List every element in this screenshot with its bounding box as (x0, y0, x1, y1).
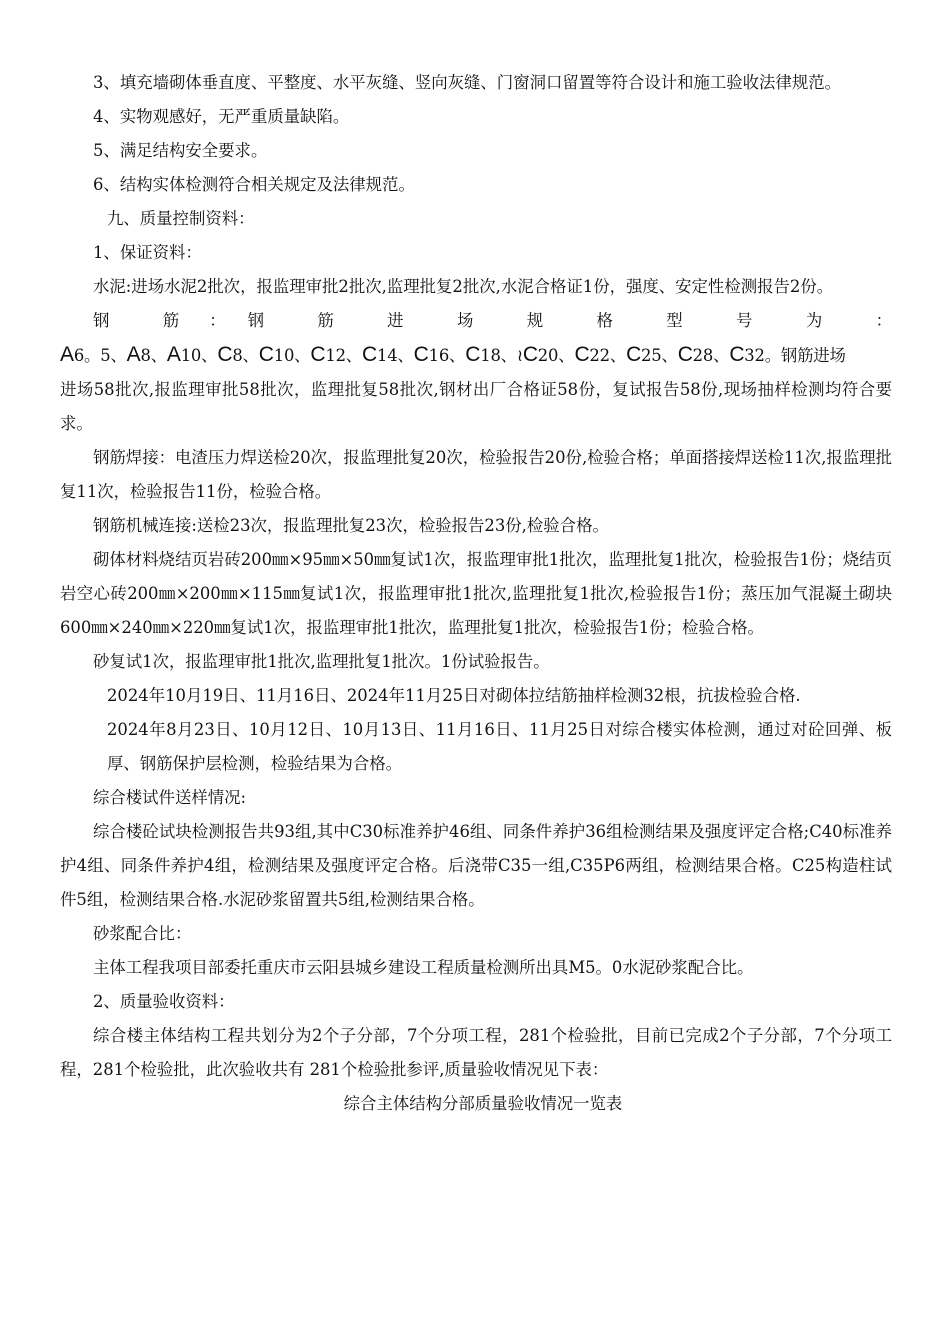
rebar-grade-symbol: C (626, 343, 642, 366)
rebar-grade-symbol: C (729, 343, 745, 366)
rebar-diameter: 10、 (273, 346, 311, 365)
paragraph-masonry-materials: 砌体材料烧结页岩砖200㎜×95㎜×50㎜复试1次，报监理审批1批次，监理批复1批次，检验报告1份；烧结页岩空心砖200㎜×200㎜×115㎜复试1次，报监理审批1批次,监理批复1批次,检验报告1份；蒸压加气混凝土砌块600㎜×240㎜×220㎜复试1次，报监理审批1批次，监理批复1批次，检验报告1份；检验合格。 (60, 550, 892, 637)
rebar-grade-symbol: A (126, 343, 141, 366)
rebar-diameter: 6。5、 (73, 346, 127, 365)
paragraph-appearance: 4、实物观感好，无严重质量缺陷。 (93, 107, 350, 126)
rebar-grade-symbol: A (60, 343, 74, 366)
rebar-grade-symbol: C (677, 343, 693, 366)
paragraph-rebar-mechanical: 钢筋机械连接:送检23次，报监理批复23次，检验报告23份,检验合格。 (93, 516, 609, 535)
rebar-diameter: 8、 (232, 346, 259, 365)
section-heading-quality-control: 九、质量控制资料： (107, 209, 255, 228)
paragraph-tie-bar-test: 2024年10月19日、11月16日、2024年11月25日对砌体拉结筋抽样检测32根，抗拔检验合格. (107, 686, 801, 705)
subsection-heading-acceptance: 2、质量验收资料： (93, 992, 235, 1011)
rebar-diameter: 18、≀ (480, 346, 523, 365)
paragraph-infill-wall: 3、填充墙砌体垂直度、平整度、水平灰缝、竖向灰缝、门窗洞口留置等符合设计和施工验收法律规范。 (93, 73, 842, 92)
paragraph-acceptance-summary: 综合楼主体结构工程共划分为2个子分部，7个分项工程，281个检验批，目前已完成2个子分部，7个分项工程，281个检验批，此次验收共有 281个检验批参评,质量验收情况见下表： (60, 1026, 892, 1079)
rebar-diameter: 10、 (180, 346, 218, 365)
subsection-heading-guarantee: 1、保证资料： (93, 243, 202, 262)
paragraph-concrete-specimens: 综合楼砼试块检测报告共93组,其中C30标准养护46组、同条件养护36组检测结果及强度评定合格;C40标准养护4组、同条件养护4组，检测结果及强度评定合格。后浇带C35一组,C35P6两组，检测结果合格。C25构造柱试件5组，检测结果合格.水泥砂浆留置共5组,检测结果合格。 (60, 822, 892, 909)
paragraph-rebar (60, 304, 892, 441)
rebar-grade-symbol: C (258, 343, 274, 366)
paragraph-cement: 水泥:进场水泥2批次，报监理审批2批次,监理批复2批次,水泥合格证1份，强度、安定性检测报告2份。 (93, 277, 834, 296)
table-caption: 综合主体结构分部质量验收情况一览表 (343, 1094, 623, 1113)
rebar-diameter: 32。钢筋进场 (744, 346, 846, 365)
rebar-diameter: 16、 (428, 346, 466, 365)
rebar-diameter: 8、 (140, 346, 167, 365)
paragraph-specimen-heading: 综合楼试件送样情况: (93, 788, 247, 807)
rebar-grade-symbol: C (362, 343, 377, 366)
document-body (60, 66, 892, 1121)
rebar-diameter: 22、 (589, 346, 627, 365)
paragraph-mortar-heading: 砂浆配合比： (93, 924, 192, 943)
rebar-grade-symbol: A (166, 343, 181, 366)
rebar-grade-symbol: C (465, 343, 481, 366)
rebar-grade-symbol: C (217, 343, 233, 366)
rebar-details: 进场58批次,报监理审批58批次，监理批复58批次,钢材出厂合格证58份，复试报告58份,现场抽样检测均符合要求。 (60, 380, 892, 433)
paragraph-entity-inspection: 2024年8月23日、10月12日、10月13日、11月16日、11月25日对综合楼实体检测，通过对砼回弹、板厚、钢筋保护层检测，检验结果为合格。 (107, 720, 892, 773)
rebar-grade-symbol: C (574, 343, 590, 366)
rebar-grade-symbol: C (413, 343, 429, 366)
rebar-grade-symbol: C (310, 343, 326, 366)
paragraph-entity-test: 6、结构实体检测符合相关规定及法律规范。 (93, 175, 415, 194)
paragraph-rebar-welding: 钢筋焊接：电渣压力焊送检20次，报监理批复20次，检验报告20份,检验合格；单面搭接焊送检11次,报监理批复11次，检验报告11份，检验合格。 (60, 448, 892, 501)
rebar-diameter: 12、 (325, 346, 362, 365)
paragraph-mortar-mix: 主体工程我项目部委托重庆市云阳县城乡建设工程质量检测所出具M5。0水泥砂浆配合比。 (93, 958, 754, 977)
rebar-diameter: 20、 (537, 346, 575, 365)
rebar-specs-line (60, 338, 892, 373)
rebar-diameter: 14、 (376, 346, 414, 365)
paragraph-sand: 砂复试1次，报监理审批1批次,监理批复1批次。1份试验报告。 (93, 652, 550, 671)
rebar-diameter: 28、 (692, 346, 730, 365)
rebar-diameter: 25、 (641, 346, 678, 365)
paragraph-safety: 5、满足结构安全要求。 (93, 141, 268, 160)
rebar-heading-line: 钢 筋 ： 钢 筋 进 场 规 格 型 号 为 ： (93, 311, 892, 330)
rebar-grade-symbol: C (522, 343, 538, 366)
